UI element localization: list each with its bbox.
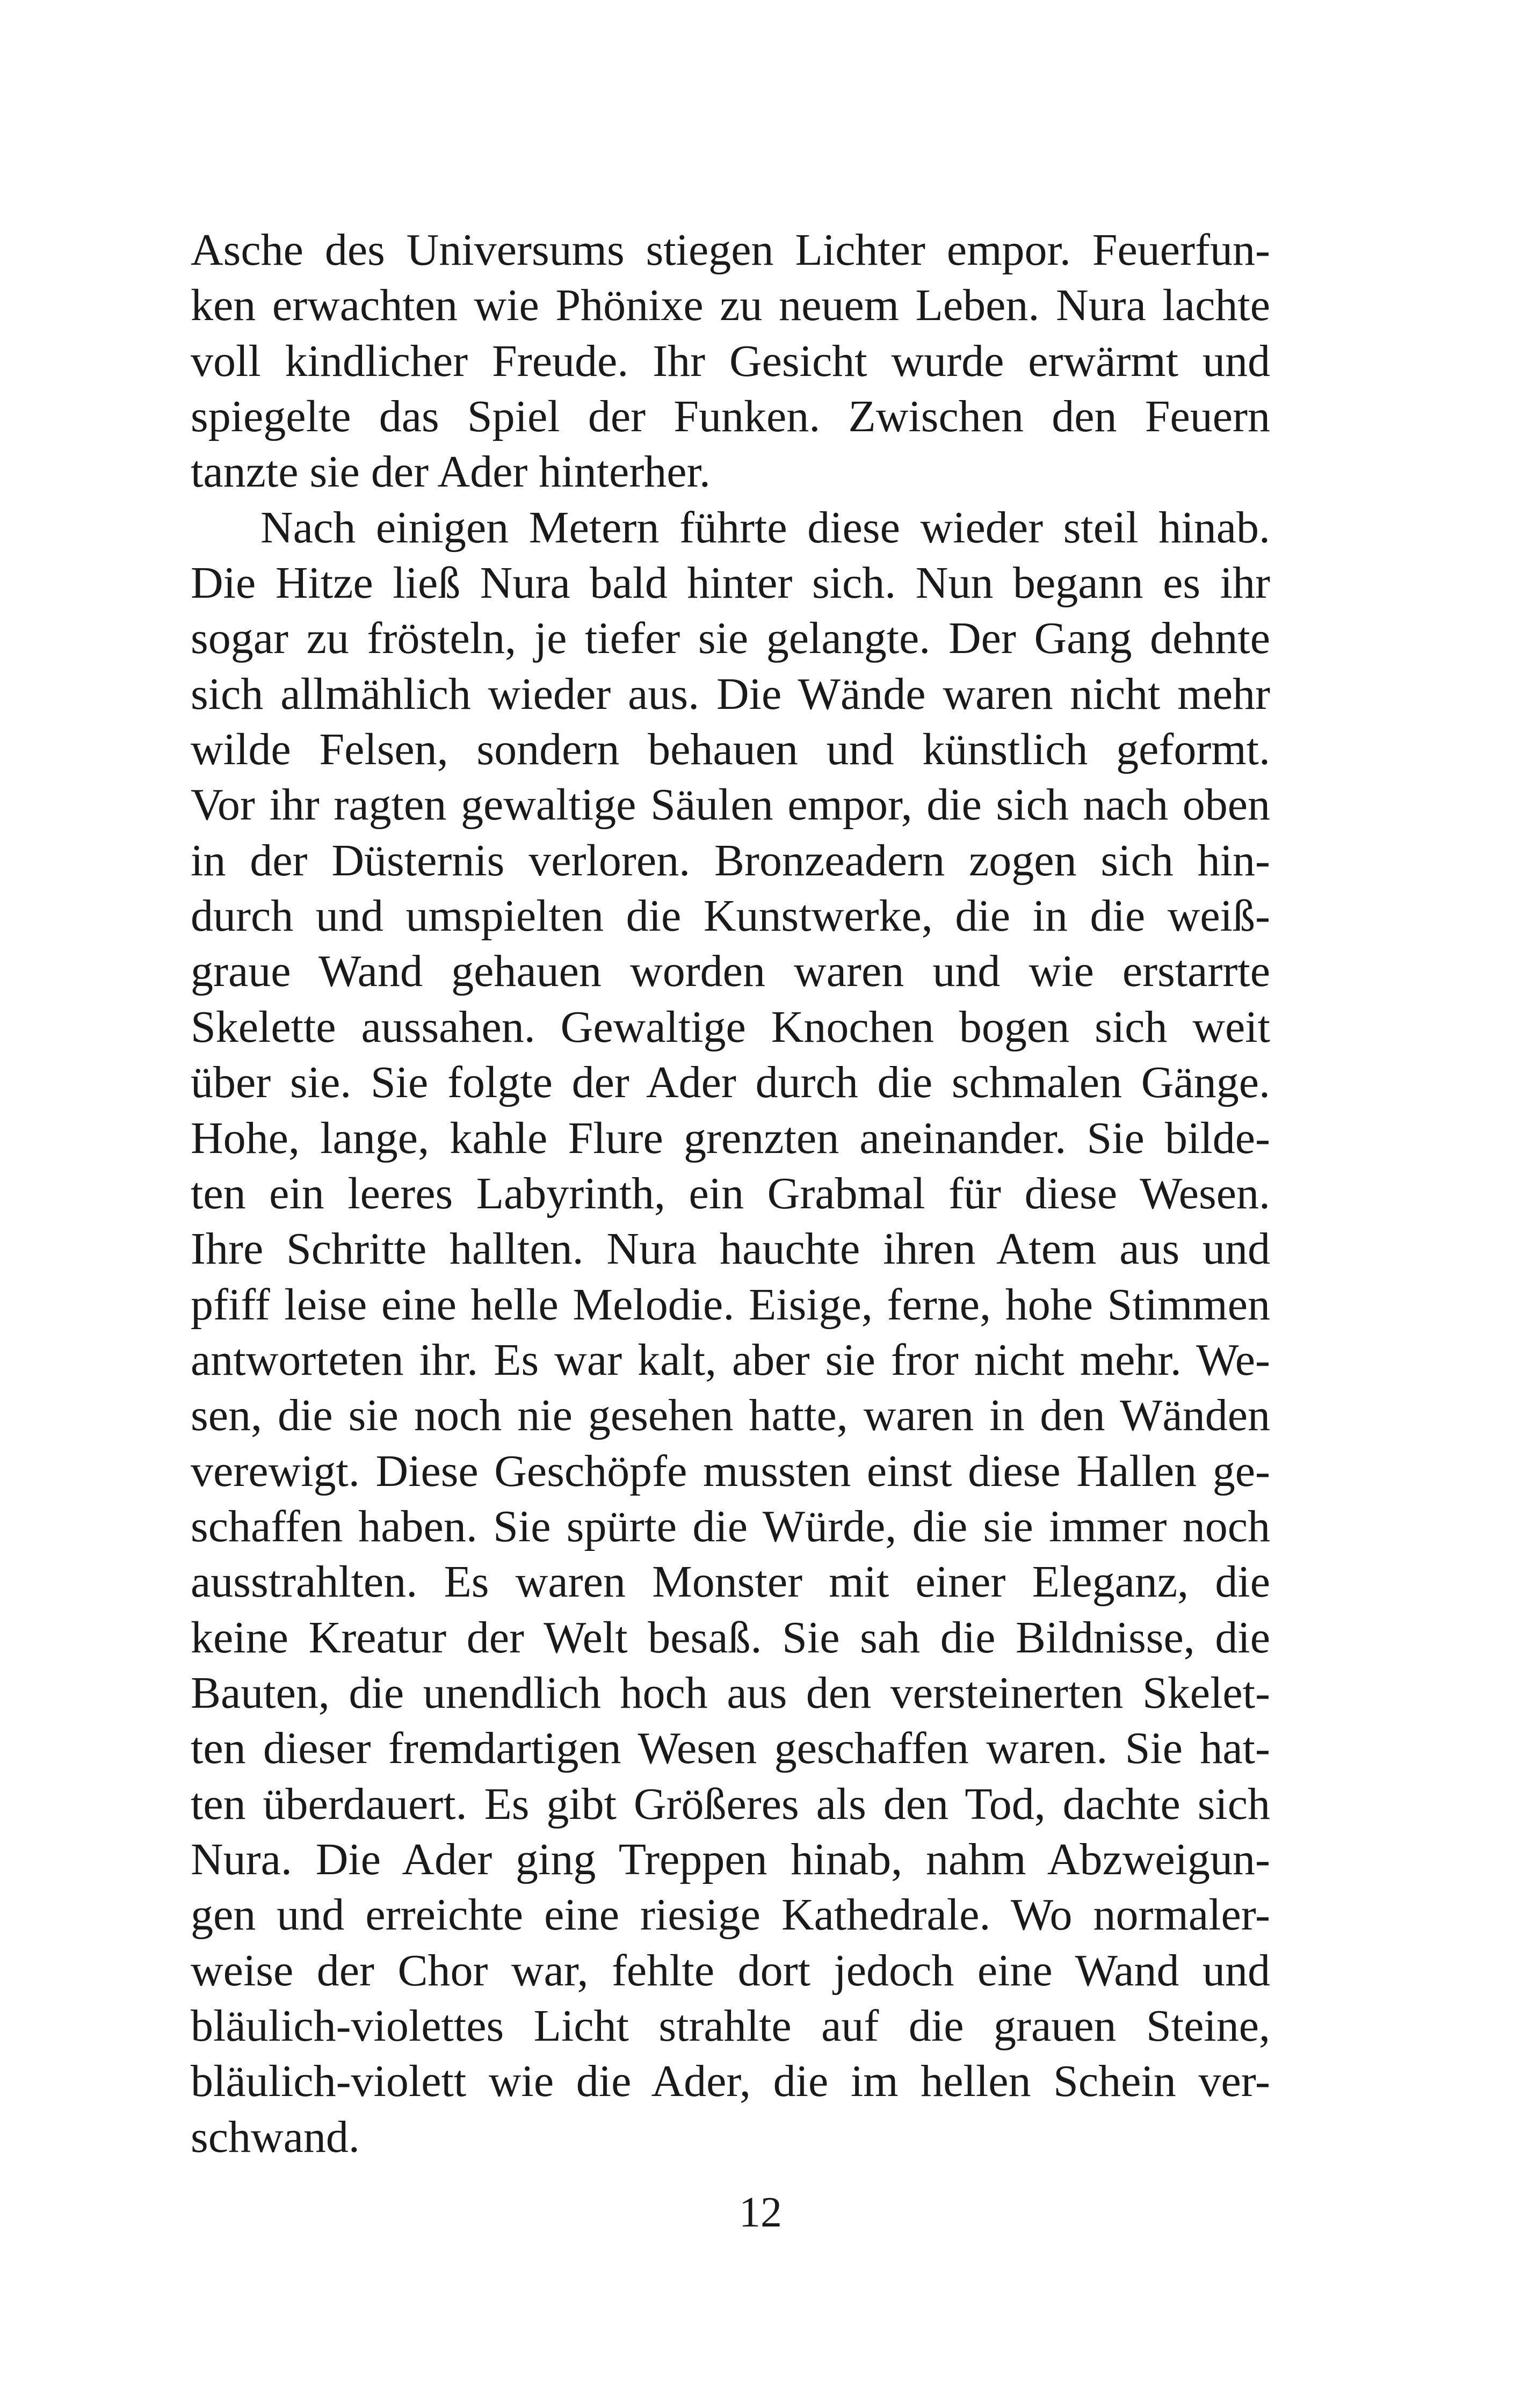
text-line: sen, die sie noch nie gesehen hatte, waren in den Wänden xyxy=(191,1390,1270,1441)
text-line: Vor ihr ragten gewaltige Säulen empor, die sich nach oben xyxy=(191,780,1270,830)
text-line: Bauten, die unendlich hoch aus den versteinerten Skelet- xyxy=(191,1667,1270,1718)
text-line: wilde Felsen, sondern behauen und künstlich geformt. xyxy=(191,724,1270,775)
text-line: antworteten ihr. Es war kalt, aber sie fror nicht mehr. We- xyxy=(191,1334,1270,1385)
text-line: Nura. Die Ader ging Treppen hinab, nahm Abzweigun- xyxy=(191,1834,1270,1884)
text-line: Ihre Schritte hallten. Nura hauchte ihren Atem aus und xyxy=(191,1224,1270,1274)
text-line: spiegelte das Spiel der Funken. Zwischen den Feuern xyxy=(191,391,1270,442)
text-line: über sie. Sie folgte der Ader durch die schmalen Gänge. xyxy=(191,1057,1270,1108)
text-line: sich allmählich wieder aus. Die Wände waren nicht mehr xyxy=(191,669,1270,719)
text-line: ausstrahlten. Es waren Monster mit einer Eleganz, die xyxy=(191,1557,1270,1607)
text-line: durch und umspielten die Kunstwerke, die in die weiß- xyxy=(191,891,1270,941)
body-text xyxy=(191,222,1270,2165)
text-line: Skelette aussahen. Gewaltige Knochen bogen sich weit xyxy=(191,1002,1270,1052)
paragraph-last-line: tanzte sie der Ader hinterher. xyxy=(191,447,711,497)
text-line: bläulich-violettes Licht strahlte auf die grauen Steine, xyxy=(191,2001,1270,2051)
text-line: graue Wand gehauen worden waren und wie erstarrte xyxy=(191,946,1270,997)
paragraph-last-line: schwand. xyxy=(191,2112,360,2162)
text-line: pfiff leise eine helle Melodie. Eisige, ferne, hohe Stimmen xyxy=(191,1279,1270,1330)
text-line: ten dieser fremdartigen Wesen geschaffen waren. Sie hat- xyxy=(191,1723,1270,1774)
text-line: gen und erreichte eine riesige Kathedrale. Wo normaler- xyxy=(191,1890,1270,1940)
text-line: keine Kreatur der Welt besaß. Sie sah die Bildnisse, die xyxy=(191,1612,1270,1663)
text-line: ken erwachten wie Phönixe zu neuem Leben. Nura lachte xyxy=(191,280,1270,331)
page-number: 12 xyxy=(739,2189,782,2236)
text-line: ten ein leeres Labyrinth, ein Grabmal für diese Wesen. xyxy=(191,1168,1270,1218)
text-line: Die Hitze ließ Nura bald hinter sich. Nun begann es ihr xyxy=(191,558,1270,608)
text-line: verewigt. Diese Geschöpfe mussten einst diese Hallen ge- xyxy=(191,1446,1270,1496)
text-line: weise der Chor war, fehlte dort jedoch eine Wand und xyxy=(191,1945,1270,1996)
text-line: sogar zu frösteln, je tiefer sie gelangte. Der Gang dehnte xyxy=(191,613,1270,664)
text-line: Hohe, lange, kahle Flure grenzten aneinander. Sie bilde- xyxy=(191,1113,1270,1163)
text-line: bläulich-violett wie die Ader, die im hellen Schein ver- xyxy=(191,2056,1270,2107)
text-line: schaffen haben. Sie spürte die Würde, die sie immer noch xyxy=(191,1501,1270,1551)
text-line: Asche des Universums stiegen Lichter empor. Feuerfun- xyxy=(191,225,1270,275)
text-line: voll kindlicher Freude. Ihr Gesicht wurde erwärmt und xyxy=(191,336,1270,386)
text-line: ten überdauert. Es gibt Größeres als den Tod, dachte sich xyxy=(191,1779,1270,1829)
paragraph-first-line: Nach einigen Metern führte diese wieder steil hinab. xyxy=(260,502,1270,553)
text-line: in der Düsternis verloren. Bronzeadern zogen sich hin- xyxy=(191,835,1270,886)
